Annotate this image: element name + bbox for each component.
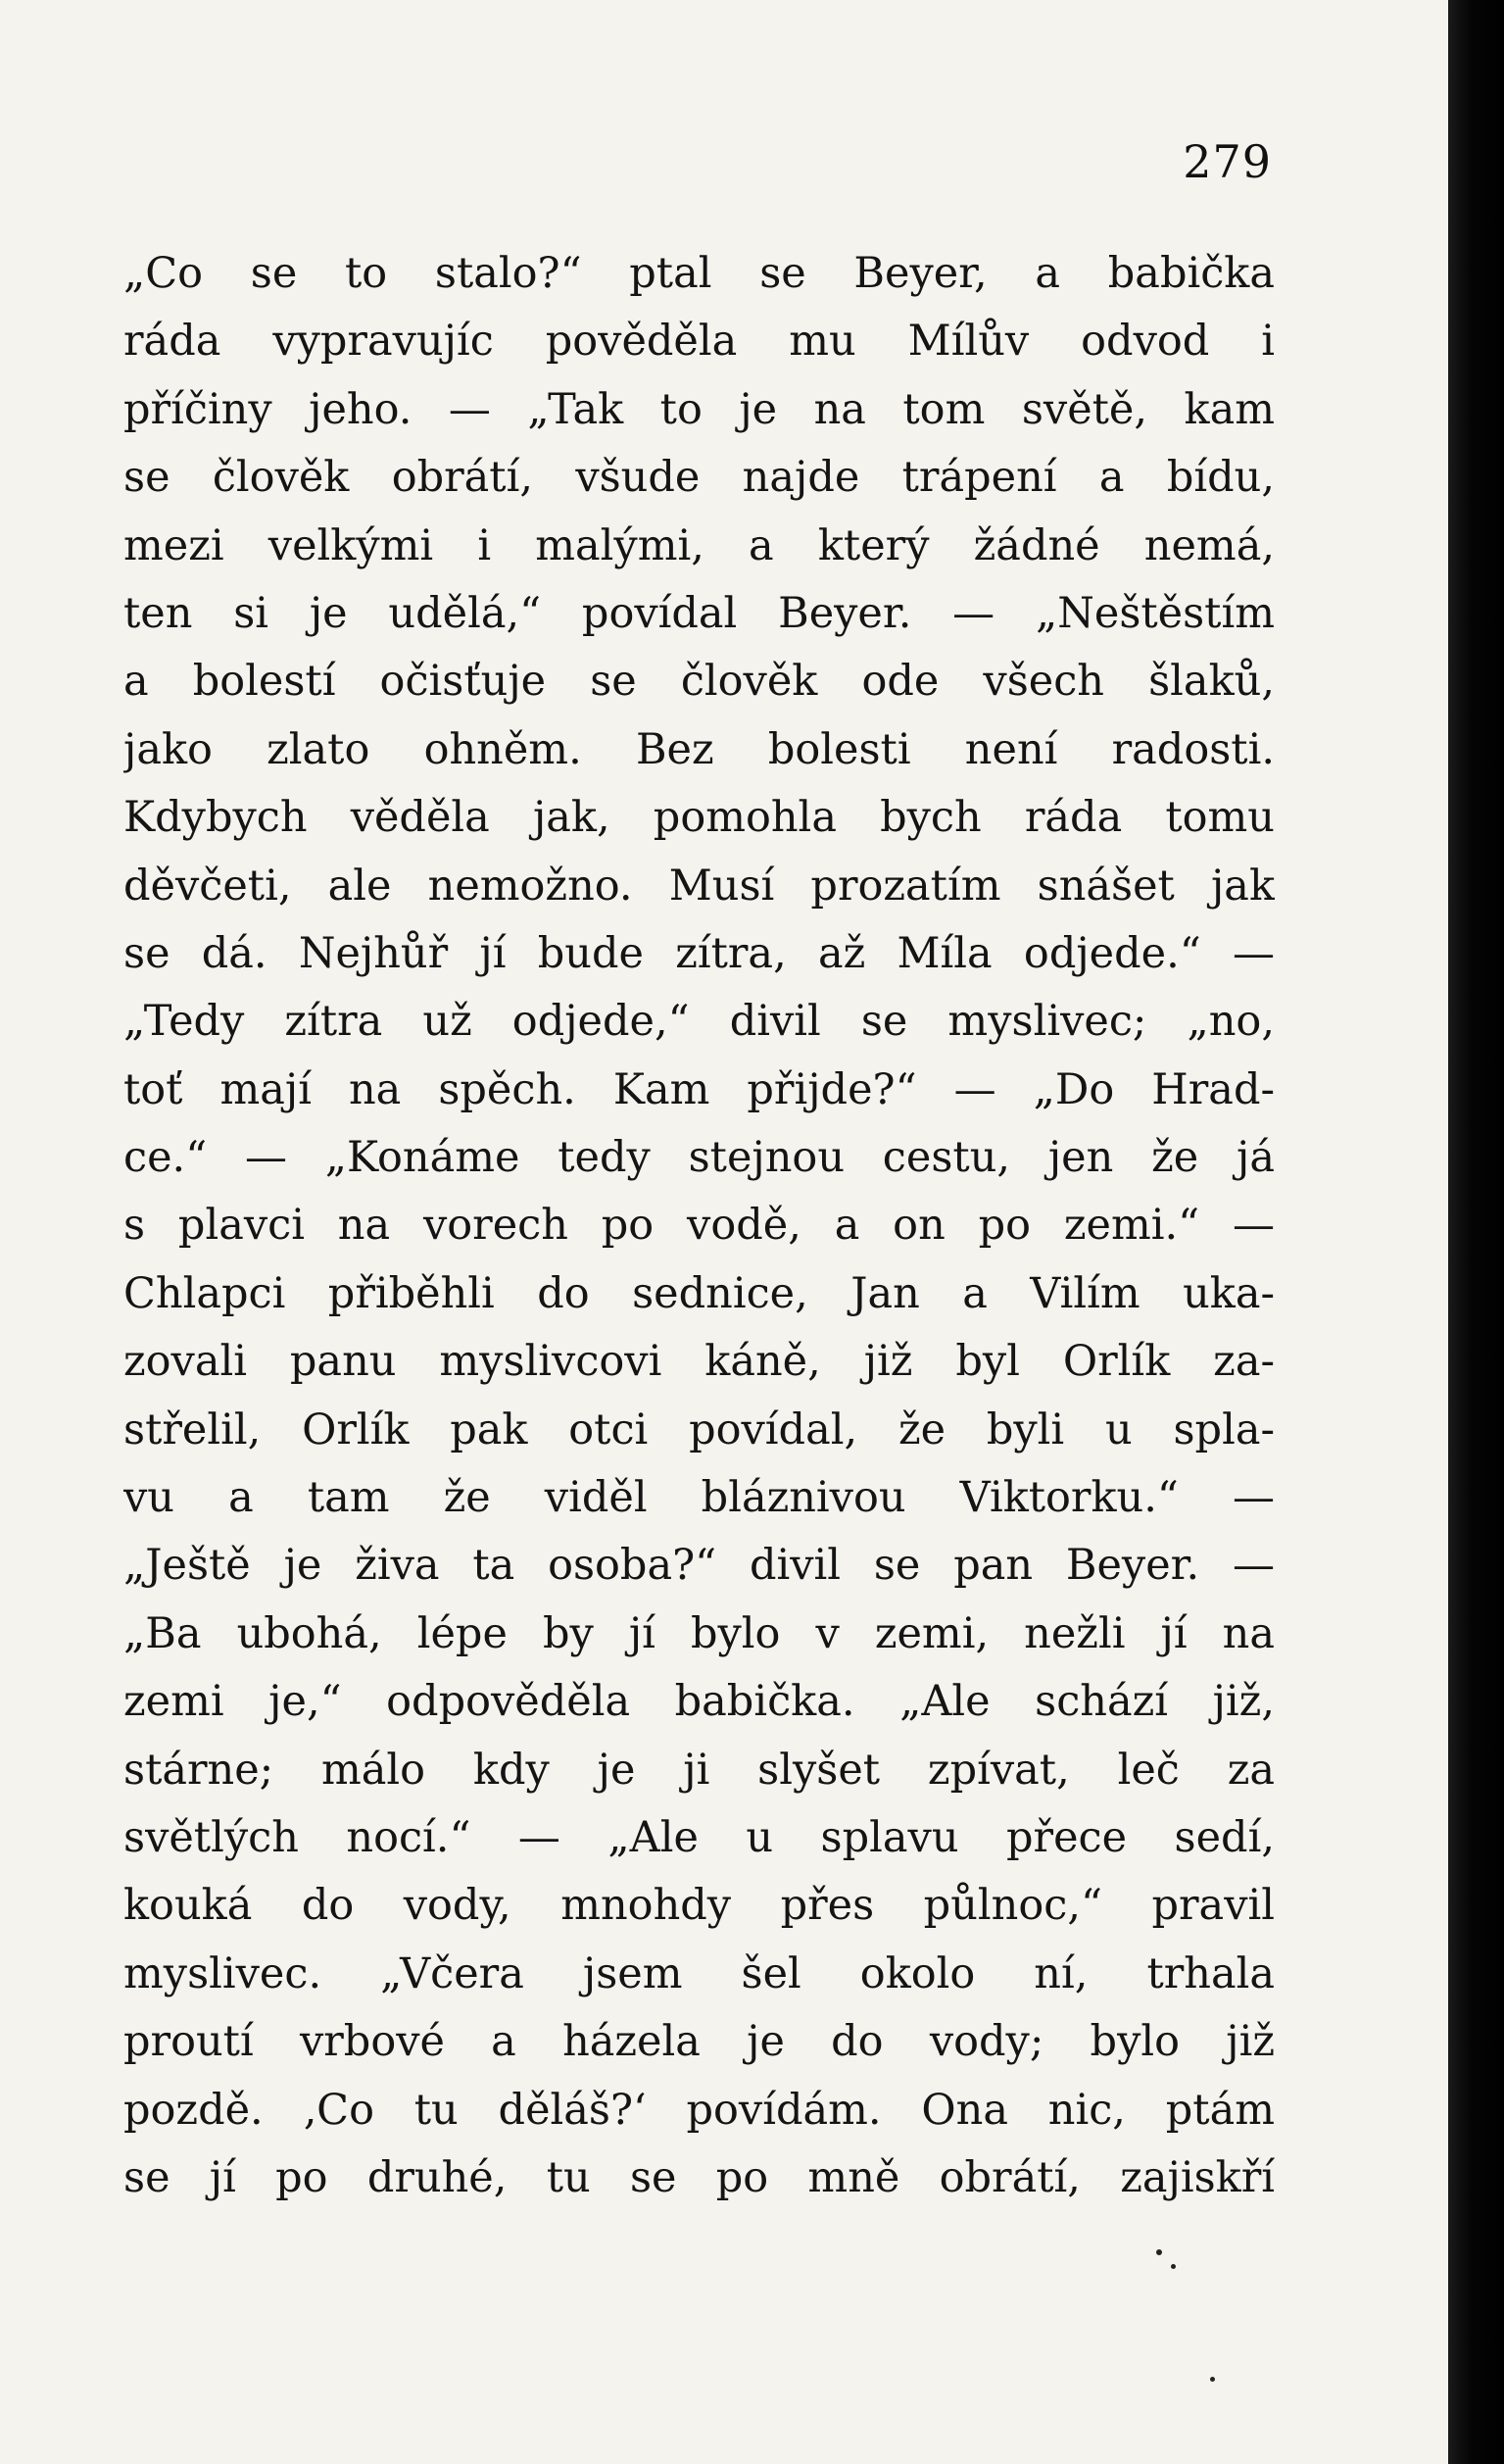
text-line: světlých nocí.“ — „Ale u splavu přece sedí, [123,1812,1275,1862]
text-line: a bolestí očisťuje se člověk ode všech šlaků, [123,657,1275,707]
text-line: „Tedy zítra už odjede,“ divil se myslivec; „no, [123,997,1275,1047]
text-line: se člověk obrátí, všude najde trápení a bídu, [123,453,1275,503]
text-line: kouká do vody, mnohdy přes půlnoc,“ pravil [123,1881,1275,1931]
text-line: „Co se to stalo?“ ptal se Beyer, a babička [123,249,1275,298]
text-line: toť mají na spěch. Kam přijde?“ — „Do Hrad- [123,1064,1275,1114]
paper-speck [1171,2264,1176,2269]
text-line: mezi velkými i malými, a který žádné nemá, [123,520,1275,570]
text-line: pozdě. ‚Co tu děláš?‘ povídám. Ona nic, ptám [123,2085,1275,2135]
text-line: příčiny jeho. — „Tak to je na tom světě, kam [123,384,1275,434]
text-line: zovali panu myslivcovi káně, již byl Orlík za- [123,1337,1275,1387]
text-line: jako zlato ohněm. Bez bolesti není radosti. [123,724,1275,774]
text-line: vu a tam že viděl bláznivou Viktorku.“ — [123,1473,1275,1523]
text-line: s plavci na vorech po vodě, a on po zemi.“ — [123,1201,1275,1251]
text-line: ten si je udělá,“ povídal Beyer. — „Neštěstím [123,588,1275,638]
text-line: děvčeti, ale nemožno. Musí prozatím snášet jak [123,861,1275,911]
text-line: proutí vrbové a házela je do vody; bylo již [123,2017,1275,2067]
text-line: Kdybych věděla jak, pomohla bych ráda tomu [123,793,1275,843]
text-line: „Ba ubohá, lépe by jí bylo v zemi, nežli jí na [123,1608,1275,1658]
text-line: ráda vypravujíc pověděla mu Mílův odvod i [123,317,1275,367]
text-line: stárne; málo kdy je ji slyšet zpívat, leč za [123,1745,1275,1795]
text-line: ce.“ — „Konáme tedy stejnou cestu, jen že já [123,1133,1275,1183]
text-line: Chlapci přiběhli do sednice, Jan a Vilím uka- [123,1268,1275,1318]
paper-speck [1156,2249,1162,2255]
text-line: zemi je,“ odpověděla babička. „Ale schází již, [123,1677,1275,1727]
text-line: se dá. Nejhůř jí bude zítra, až Míla odjede.“ — [123,928,1275,978]
page-number: 279 [1183,135,1272,188]
text-line: „Ještě je živa ta osoba?“ divil se pan Beyer. — [123,1541,1275,1591]
text-line: se jí po druhé, tu se po mně obrátí, zajiskří [123,2152,1275,2202]
body-text [123,240,1275,2212]
text-line: střelil, Orlík pak otci povídal, že byli u spla- [123,1404,1275,1454]
text-line: myslivec. „Včera jsem šel okolo ní, trhala [123,1948,1275,1998]
paper-speck [1210,2377,1215,2382]
book-edge-shadow [1448,0,1504,2464]
